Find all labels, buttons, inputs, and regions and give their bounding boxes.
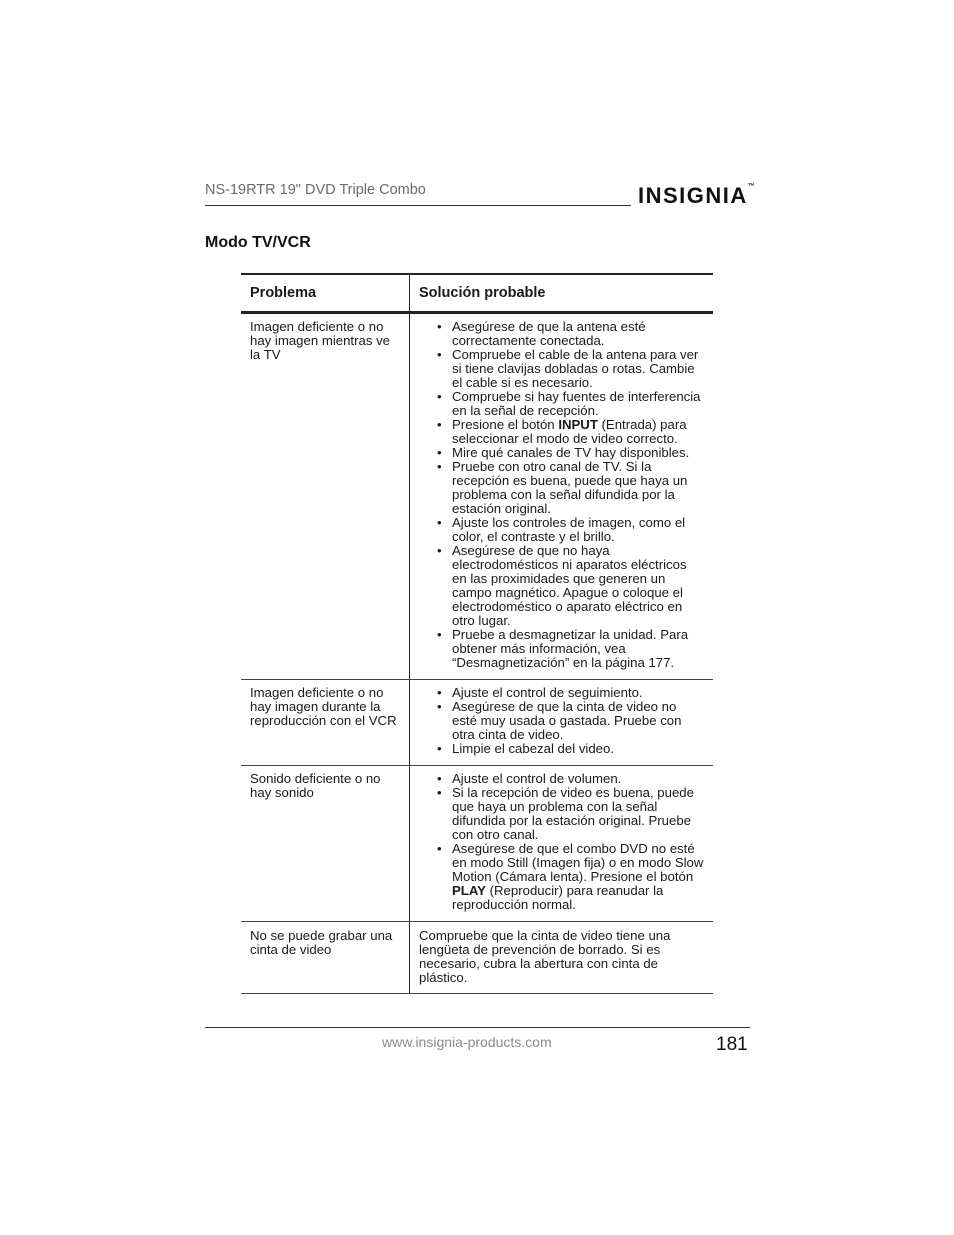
solution-item: • Pruebe con otro canal de TV. Si la recepción es buena, puede que haya un problema con la señal difundida por la estación original. <box>452 460 704 516</box>
trademark-mark: ™ <box>747 183 755 190</box>
solution-item: • Compruebe si hay fuentes de interferencia en la señal de recepción. <box>452 390 704 418</box>
page-header-title: NS-19RTR 19" DVD Triple Combo <box>205 182 426 198</box>
solution-list <box>419 320 704 670</box>
solution-paragraph: Compruebe que la cinta de video tiene una lengüeta de prevención de borrado. Si es necesario, cubra la abertura con cinta de plástico. <box>419 928 671 985</box>
solution-list <box>419 772 704 912</box>
solution-item: • Presione el botón INPUT (Entrada) para seleccionar el modo de video correcto. <box>452 418 704 446</box>
solution-list <box>419 686 704 756</box>
solution-item: • Limpie el cabezal del video. <box>452 742 704 756</box>
solution-item: • Pruebe a desmagnetizar la unidad. Para obtener más información, vea “Desmagnetización” en la página 177. <box>452 628 704 670</box>
solution-item: • Si la recepción de video es buena, puede que haya un problema con la señal difundida por la estación original. Pruebe con otro canal. <box>452 786 704 842</box>
footer-rule <box>205 1027 750 1028</box>
solution-cell <box>410 922 714 994</box>
solution-item: • Compruebe el cable de la antena para ver si tiene clavijas dobladas o rotas. Cambie el cable si es necesario. <box>452 348 704 390</box>
section-title: Modo TV/VCR <box>205 234 311 251</box>
header-rule <box>205 205 631 206</box>
table-row <box>241 922 713 994</box>
problem-cell: Imagen deficiente o no hay imagen mientras ve la TV <box>241 313 410 680</box>
solution-item: • Ajuste el control de volumen. <box>452 772 704 786</box>
troubleshooting-table <box>241 273 713 994</box>
footer-url: www.insignia-products.com <box>382 1034 552 1050</box>
solution-item: • Asegúrese de que el combo DVD no esté en modo Still (Imagen fija) o en modo Slow Motion (Cámara lenta). Presione el botón PLAY (Reproducir) para reanudar la reproducción normal. <box>452 842 704 912</box>
logo-text: INSIGNIA <box>638 183 748 208</box>
header-problem: Problema <box>241 274 410 313</box>
table-row <box>241 766 713 922</box>
problem-cell: Imagen deficiente o no hay imagen durante la reproducción con el VCR <box>241 680 410 766</box>
header-solution: Solución probable <box>410 274 714 313</box>
solution-item: • Ajuste el control de seguimiento. <box>452 686 704 700</box>
table-row <box>241 313 713 680</box>
solution-item: • Asegúrese de que la antena esté correctamente conectada. <box>452 320 704 348</box>
solution-cell <box>410 313 714 680</box>
problem-cell: Sonido deficiente o no hay sonido <box>241 766 410 922</box>
table-header-row <box>241 274 713 313</box>
solution-cell <box>410 766 714 922</box>
problem-cell: No se puede grabar una cinta de video <box>241 922 410 994</box>
insignia-logo <box>638 183 755 209</box>
solution-item: • Mire qué canales de TV hay disponibles. <box>452 446 704 460</box>
solution-cell <box>410 680 714 766</box>
play-button-label: PLAY <box>452 883 486 898</box>
page-number: 181 <box>716 1034 748 1055</box>
solution-item: • Asegúrese de que la cinta de video no esté muy usada o gastada. Pruebe con otra cinta de video. <box>452 700 704 742</box>
table-row <box>241 680 713 766</box>
solution-item: • Ajuste los controles de imagen, como el color, el contraste y el brillo. <box>452 516 704 544</box>
solution-item: • Asegúrese de que no haya electrodomésticos ni aparatos eléctricos en las proximidades que generen un campo magnético. Apague o coloque el electrodoméstico o aparato eléctrico en otro lugar. <box>452 544 704 628</box>
input-button-label: INPUT <box>558 417 598 432</box>
